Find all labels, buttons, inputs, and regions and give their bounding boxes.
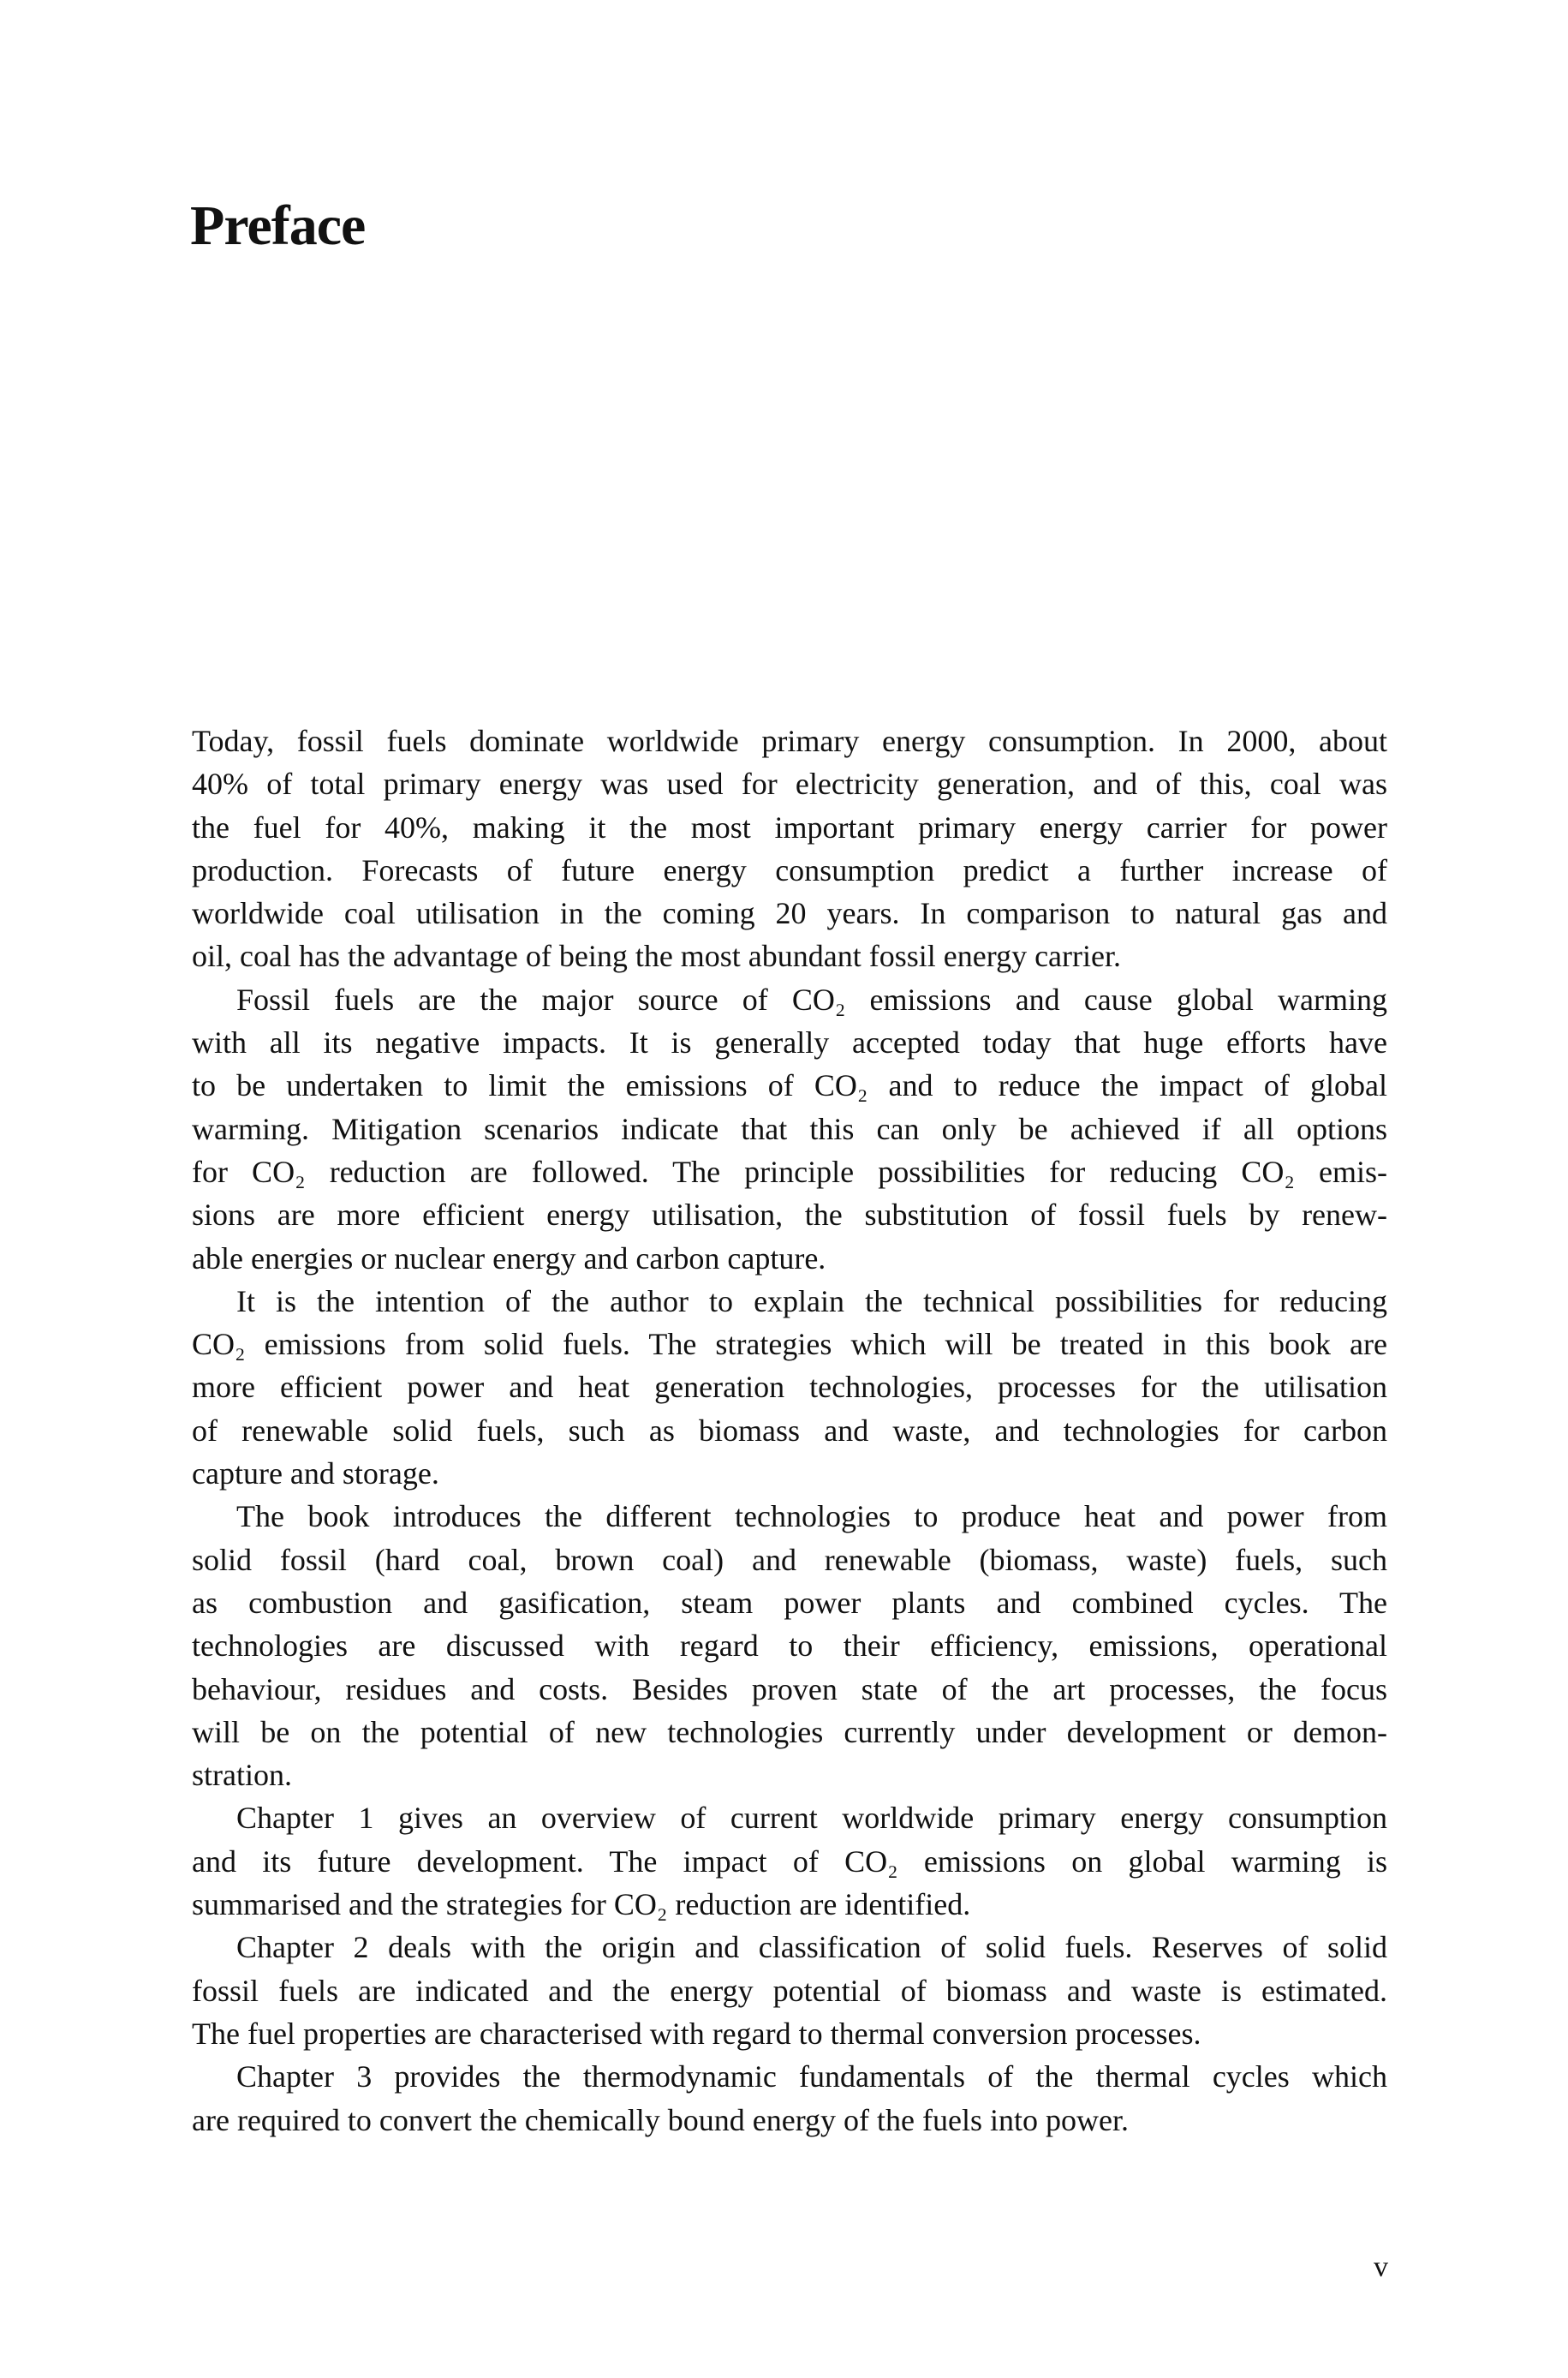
text-line: The book introduces the different technologies to produce heat and power from <box>236 1499 1387 1534</box>
text-line: able energies or nuclear energy and carbon capture. <box>192 1240 826 1276</box>
paragraph <box>192 978 1387 1280</box>
text-line: solid fossil (hard coal, brown coal) and renewable (biomass, waste) fuels, such <box>192 1542 1387 1577</box>
paragraph <box>192 1280 1387 1495</box>
text-line: are required to convert the chemically bound energy of the fuels into power. <box>192 2102 1129 2137</box>
text-line: fossil fuels are indicated and the energy potential of biomass and waste is estimated. <box>192 1973 1387 2008</box>
text-line: Chapter 1 gives an overview of current worldwide primary energy consumption <box>236 1801 1387 1836</box>
paragraph <box>192 1495 1387 1796</box>
text-line: worldwide coal utilisation in the coming 20 years. In comparison to natural gas and <box>192 896 1387 931</box>
text-line: stration. <box>192 1758 292 1793</box>
text-line: with all its negative impacts. It is generally accepted today that huge efforts have <box>192 1025 1387 1061</box>
text-line: capture and storage. <box>192 1456 439 1491</box>
text-line: behaviour, residues and costs. Besides proven state of the art processes, the focus <box>192 1671 1387 1706</box>
text-line: more efficient power and heat generation technologies, processes for the utilisation <box>192 1370 1387 1405</box>
page-title: Preface <box>190 194 366 257</box>
text-line: as combustion and gasification, steam power plants and combined cycles. The <box>192 1585 1387 1620</box>
paragraph <box>192 1926 1387 2055</box>
preface-body <box>192 720 1387 2142</box>
paragraph <box>192 2055 1387 2142</box>
text-line: Chapter 2 deals with the origin and classification of solid fuels. Reserves of solid <box>236 1930 1387 1965</box>
text-line: It is the intention of the author to explain the technical possibilities for reducing <box>236 1283 1387 1318</box>
text-line: Chapter 3 provides the thermodynamic fundamentals of the thermal cycles which <box>236 2059 1387 2094</box>
text-line: CO₂ emissions from solid fuels. The strategies which will be treated in this book are <box>192 1327 1387 1362</box>
paragraph <box>192 720 1387 978</box>
text-line: Fossil fuels are the major source of CO₂ emissions and cause global warming <box>236 982 1387 1017</box>
text-line: will be on the potential of new technologies currently under development or demon- <box>192 1714 1387 1749</box>
text-line: the fuel for 40%, making it the most important primary energy carrier for power <box>192 810 1387 845</box>
text-line: summarised and the strategies for CO₂ reduction are identified. <box>192 1887 971 1922</box>
text-line: production. Forecasts of future energy consumption predict a further increase of <box>192 852 1387 887</box>
text-line: Today, fossil fuels dominate worldwide primary energy consumption. In 2000, about <box>192 724 1387 758</box>
text-line: and its future development. The impact of CO₂ emissions on global warming is <box>192 1843 1387 1879</box>
text-line: The fuel properties are characterised with regard to thermal conversion processes. <box>192 2016 1201 2051</box>
text-line: technologies are discussed with regard to their efficiency, emissions, operational <box>192 1628 1387 1664</box>
text-line: oil, coal has the advantage of being the most abundant fossil energy carrier. <box>192 939 1121 974</box>
paragraph <box>192 1796 1387 1926</box>
page-number: v <box>1374 2251 1388 2283</box>
text-line: 40% of total primary energy was used for electricity generation, and of this, coal was <box>192 767 1387 802</box>
text-line: to be undertaken to limit the emissions of CO₂ and to reduce the impact of global <box>192 1068 1387 1103</box>
text-line: warming. Mitigation scenarios indicate that this can only be achieved if all options <box>192 1111 1387 1146</box>
text-line: sions are more efficient energy utilisation, the substitution of fossil fuels by renew- <box>192 1198 1387 1233</box>
text-line: of renewable solid fuels, such as biomass and waste, and technologies for carbon <box>192 1413 1387 1448</box>
text-line: for CO₂ reduction are followed. The principle possibilities for reducing CO₂ emis- <box>192 1154 1387 1189</box>
